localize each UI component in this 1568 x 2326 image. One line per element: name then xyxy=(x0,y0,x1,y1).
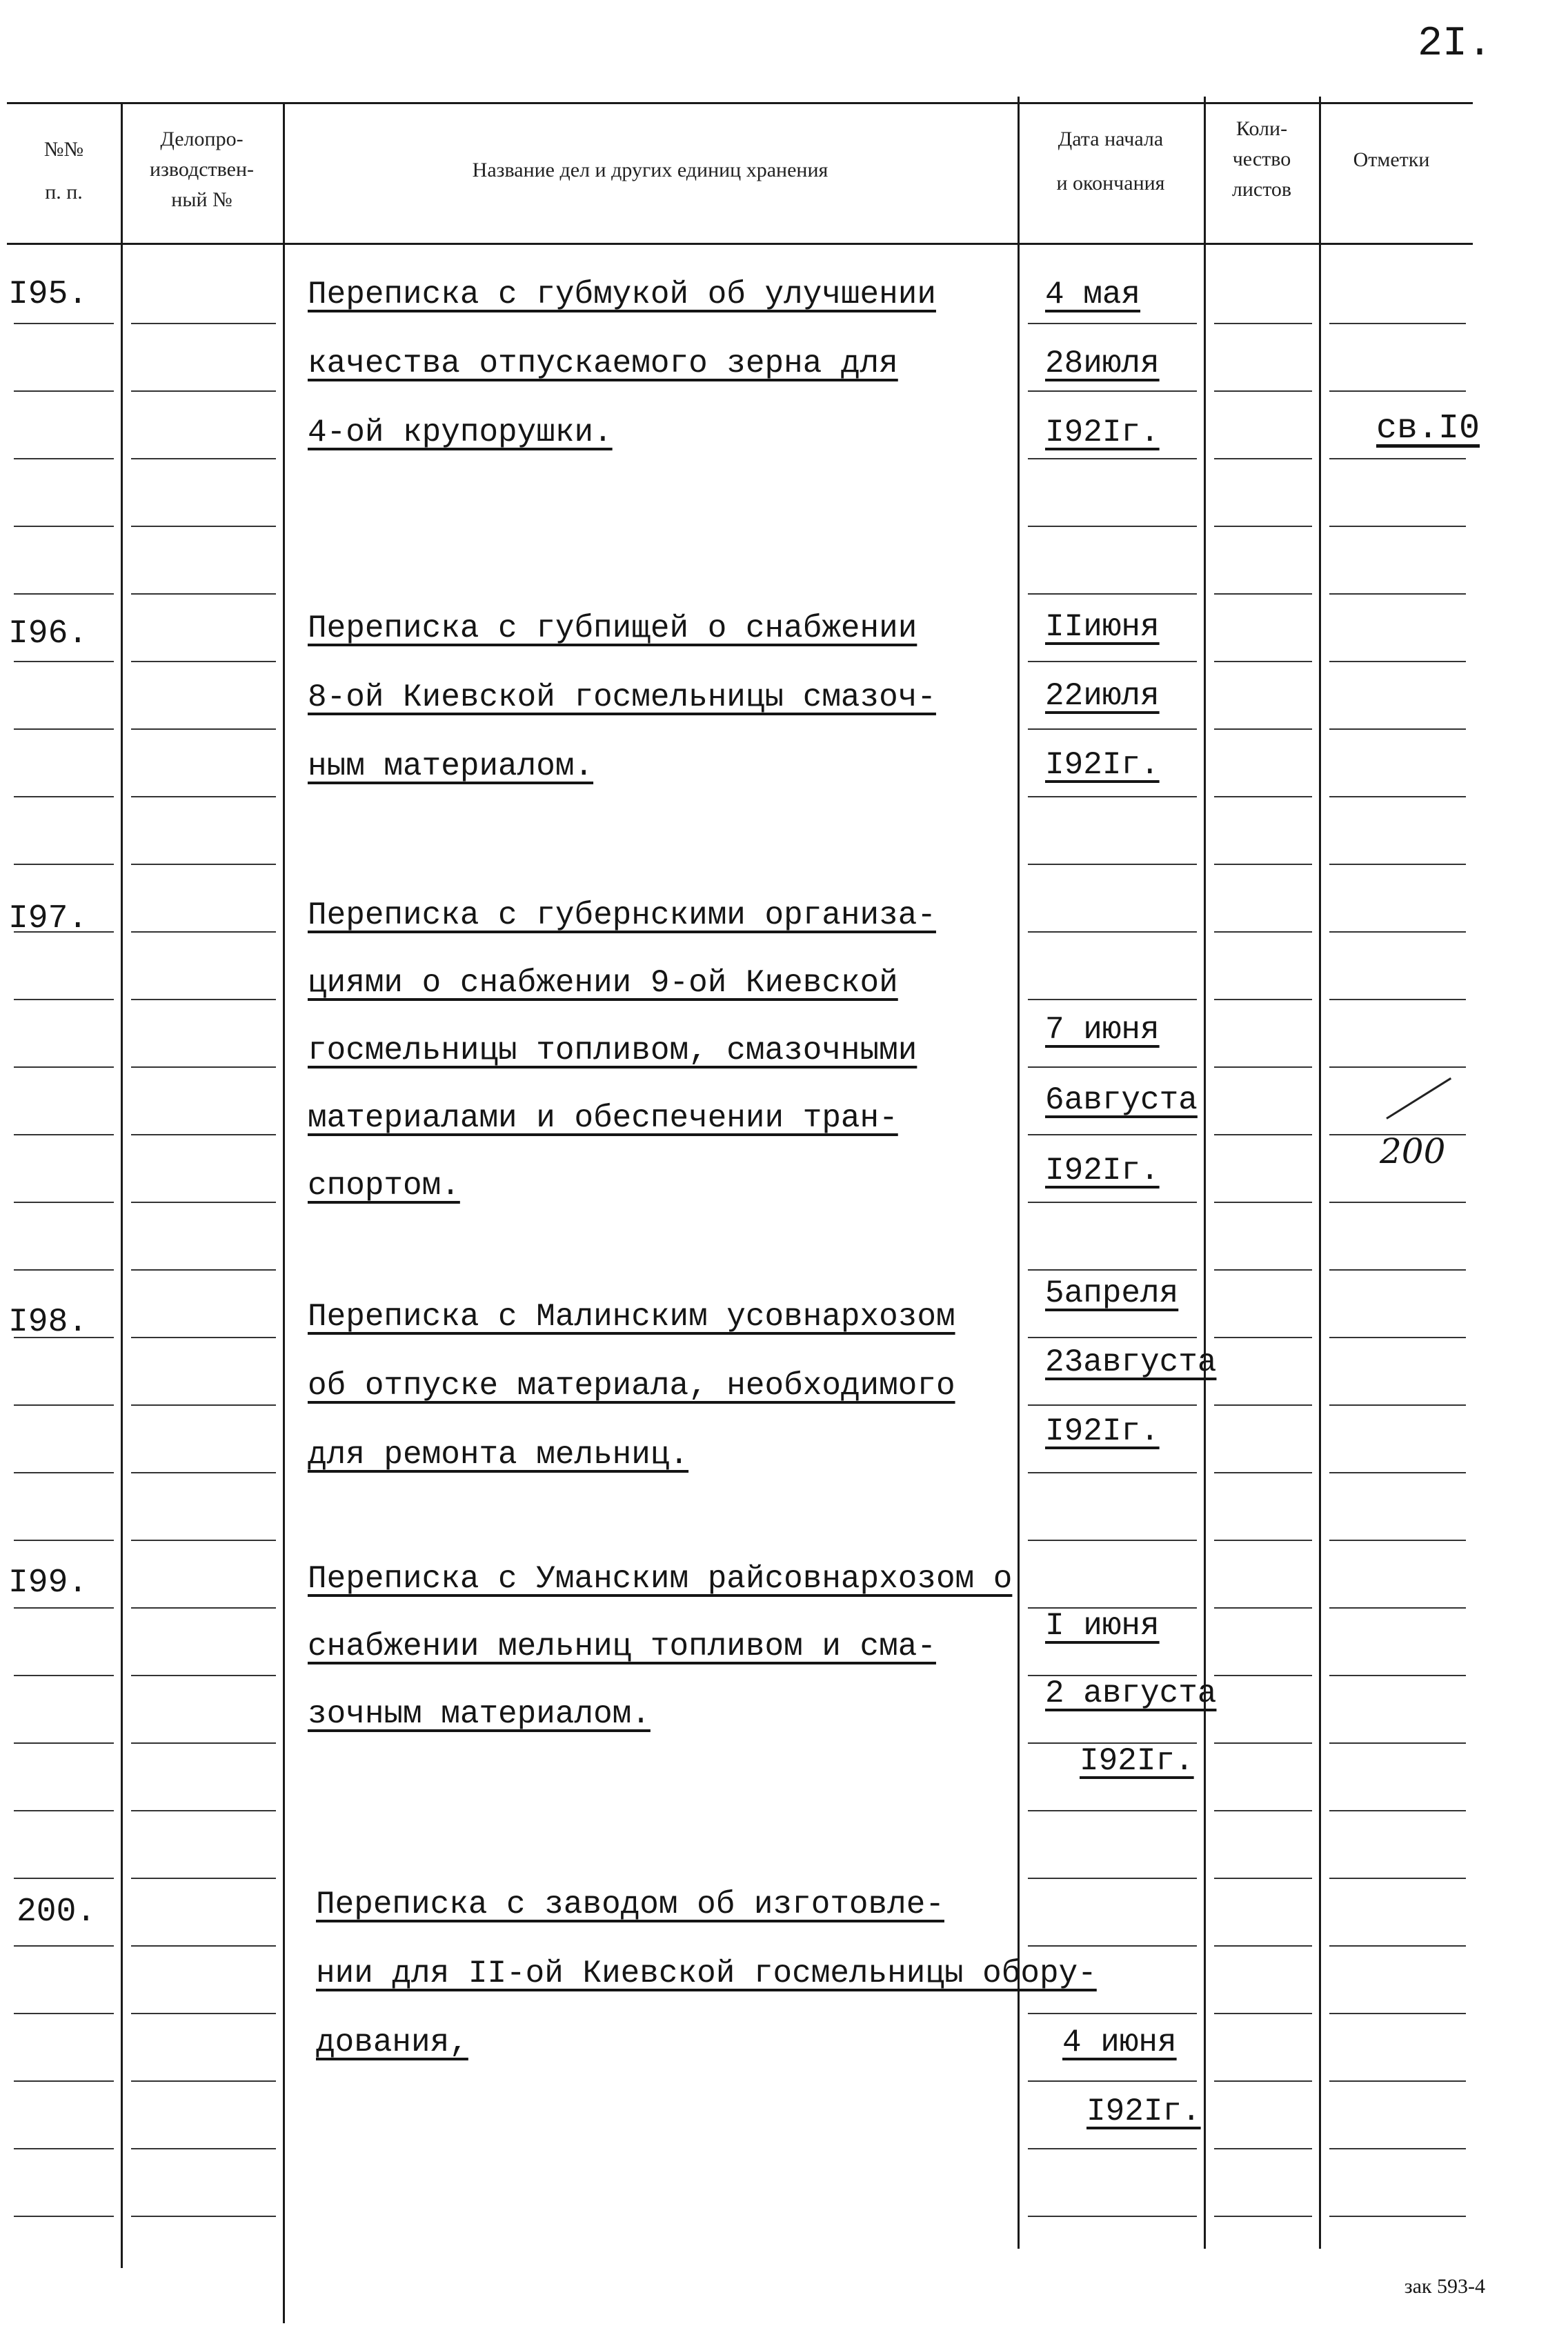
ruled-line xyxy=(14,593,114,595)
record-title-line: ным материалом. xyxy=(308,748,594,784)
record-number: I97. xyxy=(8,900,88,937)
ruled-line xyxy=(1214,1742,1312,1744)
ruled-line xyxy=(131,323,276,324)
ruled-line xyxy=(1329,1675,1466,1676)
ruled-line xyxy=(1329,661,1466,662)
ruled-line xyxy=(131,2216,276,2217)
record-date-line: 7 июня xyxy=(1045,1012,1160,1048)
ruled-line xyxy=(1329,796,1466,797)
ruled-line xyxy=(131,1472,276,1473)
record-date-line: 28июля xyxy=(1045,346,1160,381)
ruled-line xyxy=(14,1945,114,1947)
header-num xyxy=(10,135,117,208)
ruled-line xyxy=(1214,1066,1312,1068)
ruled-line xyxy=(1214,999,1312,1000)
record-title-line: зочным материалом. xyxy=(308,1696,651,1732)
record-title-line: Переписка с губмукой об улучшении xyxy=(308,277,936,312)
record-date-line: I92Iг. xyxy=(1045,1153,1160,1189)
ruled-line xyxy=(1214,1269,1312,1271)
ruled-line xyxy=(14,1742,114,1744)
record-title-line: об отпуске материала, необходимого xyxy=(308,1368,955,1404)
ruled-line xyxy=(1028,1202,1197,1203)
ruled-line xyxy=(14,661,114,662)
ruled-line xyxy=(14,864,114,865)
ruled-line xyxy=(131,1337,276,1338)
ruled-line xyxy=(1329,1066,1466,1068)
ruled-line xyxy=(1028,1337,1197,1338)
ruled-line xyxy=(1214,1945,1312,1947)
ruled-line xyxy=(131,2013,276,2014)
column-divider-1 xyxy=(121,102,123,2268)
ruled-line xyxy=(131,1134,276,1135)
header-office-line: изводствен- xyxy=(149,158,255,181)
record-title-line: 8-ой Киевской госмельницы смазоч- xyxy=(308,679,936,715)
ruled-line xyxy=(1329,2013,1466,2014)
record-title-line: для ремонта мельниц. xyxy=(308,1437,689,1473)
ruled-line xyxy=(1329,1540,1466,1541)
table-top-border xyxy=(7,102,1473,104)
ruled-line xyxy=(1028,458,1197,459)
ruled-line xyxy=(131,931,276,933)
column-divider-3 xyxy=(1018,97,1020,2249)
ruled-line xyxy=(131,1269,276,1271)
ruled-line xyxy=(1214,1202,1312,1203)
record-number: I98. xyxy=(8,1304,88,1341)
record-title-line: материалами и обеспечении тран- xyxy=(308,1100,898,1136)
ruled-line xyxy=(1214,458,1312,459)
ruled-line xyxy=(131,661,276,662)
ruled-line xyxy=(1214,1472,1312,1473)
header-notes: Отметки xyxy=(1353,148,1430,171)
record-title-line: качества отпускаемого зерна для xyxy=(308,346,898,381)
ruled-line xyxy=(131,2080,276,2082)
ruled-line xyxy=(1214,526,1312,527)
record-date-line: 22июля xyxy=(1045,678,1160,714)
column-divider-5 xyxy=(1319,97,1321,2249)
header-sheets-line: чество xyxy=(1232,148,1291,170)
page-number: 2I. xyxy=(1417,21,1492,68)
ruled-line xyxy=(1028,1810,1197,1811)
ruled-line xyxy=(1028,999,1197,1000)
ruled-line xyxy=(1329,1202,1466,1203)
record-number: I96. xyxy=(8,615,88,653)
record-title-line: Переписка с заводом об изготовле- xyxy=(316,1887,944,1922)
record-title-line: нии для II-ой Киевской госмельницы обору- xyxy=(316,1956,1097,1991)
ruled-line xyxy=(131,390,276,392)
record-number: I95. xyxy=(8,276,88,313)
ruled-line xyxy=(14,999,114,1000)
ruled-line xyxy=(14,1810,114,1811)
record-title-line: Переписка с Малинским усовнархозом xyxy=(308,1299,955,1335)
ruled-line xyxy=(1329,2216,1466,2217)
ruled-line xyxy=(1028,1404,1197,1406)
ruled-line xyxy=(14,796,114,797)
ruled-line xyxy=(1329,1269,1466,1271)
record-note: св.I0 xyxy=(1376,409,1480,448)
column-divider-4 xyxy=(1204,97,1206,2249)
ruled-line xyxy=(1214,728,1312,730)
ruled-line xyxy=(1214,1675,1312,1676)
record-title-line: спортом. xyxy=(308,1168,460,1204)
header-dates-line: и окончания xyxy=(1056,172,1165,195)
ruled-line xyxy=(1028,1269,1197,1271)
ruled-line xyxy=(1214,796,1312,797)
ruled-line xyxy=(1329,458,1466,459)
ruled-line xyxy=(1214,1878,1312,1879)
ruled-line xyxy=(1329,1472,1466,1473)
ruled-line xyxy=(1028,1540,1197,1541)
ruled-line xyxy=(1329,1742,1466,1744)
record-date-line: IIиюня xyxy=(1045,609,1160,645)
ruled-line xyxy=(1028,2216,1197,2217)
ruled-line xyxy=(1329,931,1466,933)
ruled-line xyxy=(14,1472,114,1473)
ruled-line xyxy=(1329,2148,1466,2149)
header-dates-line: Дата начала xyxy=(1058,128,1164,150)
record-date-line: 4 мая xyxy=(1045,277,1141,312)
ruled-line xyxy=(1028,2148,1197,2149)
record-date-line: I92Iг. xyxy=(1086,2094,1201,2129)
record-date-line: 23августа xyxy=(1045,1344,1217,1380)
ruled-line xyxy=(1028,1134,1197,1135)
ruled-line xyxy=(131,1675,276,1676)
ruled-line xyxy=(1028,728,1197,730)
ruled-line xyxy=(1028,661,1197,662)
record-date-line: I92Iг. xyxy=(1045,1413,1160,1449)
header-sheets-line: Коли- xyxy=(1235,117,1288,140)
ruled-line xyxy=(1028,390,1197,392)
header-office-number xyxy=(124,124,279,215)
ruled-line xyxy=(1329,1810,1466,1811)
ruled-line xyxy=(14,2148,114,2149)
print-order-code: зак 593-4 xyxy=(1404,2275,1485,2298)
ruled-line xyxy=(1329,1945,1466,1947)
ruled-line xyxy=(1329,323,1466,324)
record-title-line: Переписка с губпищей о снабжении xyxy=(308,610,917,646)
header-office-line: ный № xyxy=(171,188,232,211)
ruled-line xyxy=(1214,2216,1312,2217)
ruled-line xyxy=(14,2080,114,2082)
ruled-line xyxy=(1028,1472,1197,1473)
header-num-line: п. п. xyxy=(45,181,83,203)
ruled-line xyxy=(1214,864,1312,865)
record-title-line: дования, xyxy=(316,2025,468,2060)
ruled-line xyxy=(14,1540,114,1541)
header-office-line: Делопро- xyxy=(160,128,244,150)
ruled-line xyxy=(131,796,276,797)
ruled-line xyxy=(1214,2148,1312,2149)
ruled-line xyxy=(14,1404,114,1406)
ruled-line xyxy=(1329,1878,1466,1879)
ruled-line xyxy=(14,390,114,392)
ruled-line xyxy=(1329,390,1466,392)
ruled-line xyxy=(1028,864,1197,865)
ruled-line xyxy=(131,1810,276,1811)
ruled-line xyxy=(1214,1540,1312,1541)
ruled-line xyxy=(1329,593,1466,595)
ruled-line xyxy=(1214,2013,1312,2014)
ruled-line xyxy=(131,1540,276,1541)
handwritten-sheet-count: 200 xyxy=(1380,1131,1446,1171)
ruled-line xyxy=(14,2216,114,2217)
ruled-line xyxy=(1028,1066,1197,1068)
header-sheets-line: листов xyxy=(1231,178,1292,201)
header-title: Название дел и других единиц хранения xyxy=(472,159,828,181)
ruled-line xyxy=(1028,2080,1197,2082)
header-bottom-border xyxy=(7,243,1473,245)
ruled-line xyxy=(14,1134,114,1135)
ruled-line xyxy=(14,323,114,324)
ruled-line xyxy=(1329,999,1466,1000)
ruled-line xyxy=(1329,1607,1466,1609)
ruled-line xyxy=(131,593,276,595)
ruled-line xyxy=(14,1066,114,1068)
ruled-line xyxy=(1214,2080,1312,2082)
ruled-line xyxy=(1028,526,1197,527)
ruled-line xyxy=(1028,1945,1197,1947)
ruled-line xyxy=(1028,593,1197,595)
ruled-line xyxy=(1214,1607,1312,1609)
ruled-line xyxy=(1028,931,1197,933)
record-title-line: 4-ой крупорушки. xyxy=(308,415,613,450)
ruled-line xyxy=(1214,1810,1312,1811)
record-date-line: 2 августа xyxy=(1045,1676,1217,1711)
ruled-line xyxy=(131,1404,276,1406)
record-date-line: I92Iг. xyxy=(1045,415,1160,450)
record-date-line: I92Iг. xyxy=(1045,747,1160,783)
ruled-line xyxy=(14,526,114,527)
ruled-line xyxy=(1214,593,1312,595)
ruled-line xyxy=(14,1269,114,1271)
record-title-line: циями о снабжении 9-ой Киевской xyxy=(308,965,898,1001)
ruled-line xyxy=(131,1742,276,1744)
ruled-line xyxy=(1329,864,1466,865)
ruled-line xyxy=(131,1066,276,1068)
ruled-line xyxy=(131,1607,276,1609)
ruled-line xyxy=(131,1945,276,1947)
ruled-line xyxy=(1214,323,1312,324)
ruled-line xyxy=(1028,2013,1197,2014)
ruled-line xyxy=(131,526,276,527)
ruled-line xyxy=(14,1675,114,1676)
record-title-line: госмельницы топливом, смазочными xyxy=(308,1033,917,1068)
record-number: I99. xyxy=(8,1564,88,1602)
ruled-line xyxy=(1028,796,1197,797)
record-date-line: I92Iг. xyxy=(1080,1743,1194,1779)
ruled-line xyxy=(131,1202,276,1203)
ruled-line xyxy=(1329,2080,1466,2082)
ruled-line xyxy=(1214,931,1312,933)
ruled-line xyxy=(131,999,276,1000)
record-title-line: снабжении мельниц топливом и сма- xyxy=(308,1629,936,1664)
ruled-line xyxy=(131,1878,276,1879)
ruled-line xyxy=(14,728,114,730)
record-date-line: 4 июня xyxy=(1062,2025,1177,2060)
ruled-line xyxy=(1028,323,1197,324)
ruled-line xyxy=(1329,1337,1466,1338)
ruled-line xyxy=(14,2013,114,2014)
ruled-line xyxy=(131,864,276,865)
ruled-line xyxy=(1214,1337,1312,1338)
column-divider-2 xyxy=(283,102,285,2323)
record-number: 200. xyxy=(17,1893,97,1931)
ruled-line xyxy=(1214,1404,1312,1406)
header-num-line: №№ xyxy=(43,138,84,161)
ruled-line xyxy=(1214,390,1312,392)
ruled-line xyxy=(1329,526,1466,527)
record-date-line: 6августа xyxy=(1045,1082,1198,1118)
ruled-line xyxy=(1329,1404,1466,1406)
handwritten-slash-mark xyxy=(1386,1077,1451,1120)
record-title-line: Переписка с Уманским райсовнархозом о xyxy=(308,1561,1013,1597)
header-dates xyxy=(1021,124,1200,199)
ruled-line xyxy=(1028,1878,1197,1879)
ruled-line xyxy=(131,458,276,459)
record-date-line: I июня xyxy=(1045,1608,1160,1644)
record-date-line: 5апреля xyxy=(1045,1275,1179,1311)
ruled-line xyxy=(14,1202,114,1203)
ruled-line xyxy=(1214,661,1312,662)
ruled-line xyxy=(14,1607,114,1609)
ruled-line xyxy=(131,2148,276,2149)
ruled-line xyxy=(131,728,276,730)
ruled-line xyxy=(1214,1134,1312,1135)
ruled-line xyxy=(14,458,114,459)
ruled-line xyxy=(1329,728,1466,730)
record-title-line: Переписка с губернскими организа- xyxy=(308,897,936,933)
ruled-line xyxy=(14,1878,114,1879)
header-sheets xyxy=(1207,114,1316,205)
